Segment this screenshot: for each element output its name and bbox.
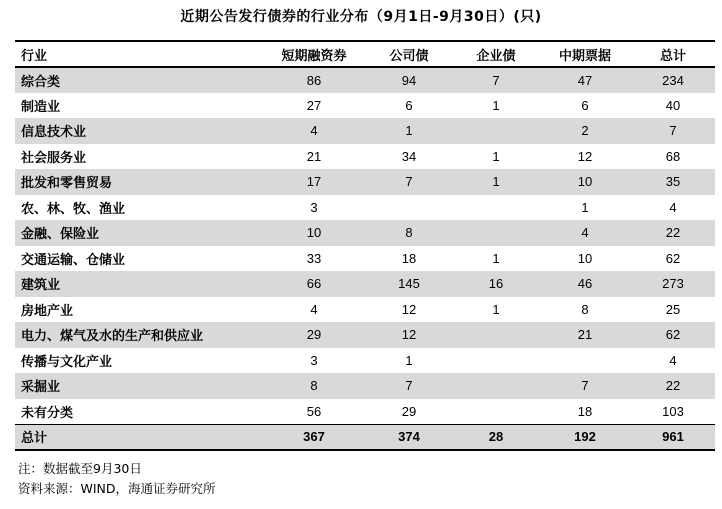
total-cell-industry: 总计: [15, 424, 263, 450]
cell-short-term-financing: 3: [310, 352, 318, 368]
table-row: [15, 67, 715, 93]
cell-medium-term-note: [539, 348, 631, 374]
cell-medium-term-note: 46: [539, 271, 631, 297]
table-body: [15, 67, 715, 450]
cell-enterprise-bond: 7: [453, 67, 539, 93]
cell-enterprise-bond: [453, 399, 539, 425]
cell-corporate-bond: 7: [365, 373, 453, 399]
cell-short-term-financing: 10: [263, 220, 365, 246]
cell-short-term-financing: 4: [263, 118, 365, 144]
table-row: [15, 169, 715, 195]
notes: [18, 459, 216, 499]
table-row: [15, 93, 715, 119]
cell-industry: 农、林、牧、渔业: [21, 201, 126, 217]
cell-short-term-financing: 4: [310, 301, 318, 317]
cell-short-term-financing: 86: [263, 67, 365, 93]
cell-medium-term-note: 2: [539, 118, 631, 144]
cell-total: 234: [631, 67, 715, 93]
header-medium-term-note: 中期票据: [558, 48, 611, 64]
cell-enterprise-bond: 1: [453, 169, 539, 195]
cell-enterprise-bond: 16: [453, 271, 539, 297]
cell-medium-term-note: 4: [539, 220, 631, 246]
cell-industry: 综合类: [15, 67, 263, 93]
cell-short-term-financing: 3: [310, 199, 318, 215]
cell-enterprise-bond: [453, 220, 539, 246]
cell-industry: 采掘业: [15, 373, 263, 399]
cell-medium-term-note: 47: [539, 67, 631, 93]
cell-corporate-bond: 1: [365, 118, 453, 144]
table-title: 近期公告发行债券的行业分布（9月1日-9月30日）(只): [180, 9, 542, 25]
cell-medium-term-note: 10: [539, 169, 631, 195]
cell-industry: 建筑业: [15, 271, 263, 297]
total-row: [15, 424, 715, 450]
cell-short-term-financing: 17: [263, 169, 365, 195]
cell-total: 22: [631, 373, 715, 399]
cell-medium-term-note: 6: [581, 97, 589, 113]
cell-industry: 房地产业: [21, 303, 74, 319]
cell-corporate-bond: [365, 195, 453, 221]
cell-short-term-financing: 33: [306, 250, 322, 266]
table-row: [15, 144, 715, 170]
cell-enterprise-bond: [453, 348, 539, 374]
cell-corporate-bond: 18: [401, 250, 417, 266]
cell-corporate-bond: 8: [365, 220, 453, 246]
table-row: [15, 220, 715, 246]
total-cell-total: 961: [631, 424, 715, 450]
table-row: [15, 373, 715, 399]
cell-corporate-bond: 145: [365, 271, 453, 297]
bond-industry-table: [15, 40, 715, 451]
table-header: [15, 41, 715, 67]
cell-total: 4: [669, 352, 677, 368]
cell-total: 62: [631, 322, 715, 348]
cell-corporate-bond: 1: [405, 352, 413, 368]
table-row: [15, 271, 715, 297]
cell-corporate-bond: 7: [365, 169, 453, 195]
cell-industry: 未有分类: [21, 405, 74, 421]
table-row: [15, 399, 715, 425]
cell-industry: 制造业: [21, 99, 61, 115]
cell-enterprise-bond: [453, 322, 539, 348]
cell-medium-term-note: 7: [539, 373, 631, 399]
cell-short-term-financing: 29: [263, 322, 365, 348]
cell-short-term-financing: 56: [306, 403, 322, 419]
cell-enterprise-bond: 1: [492, 97, 500, 113]
cell-enterprise-bond: [453, 373, 539, 399]
cell-short-term-financing: 21: [306, 148, 322, 164]
cell-corporate-bond: 34: [401, 148, 417, 164]
cell-industry: 批发和零售贸易: [15, 169, 263, 195]
cell-medium-term-note: 18: [577, 403, 593, 419]
cell-corporate-bond: 29: [401, 403, 417, 419]
header-industry: 行业: [21, 48, 48, 64]
cell-medium-term-note: 10: [577, 250, 593, 266]
header-corporate-bond: 公司债: [389, 48, 429, 64]
cell-industry: 金融、保险业: [15, 220, 263, 246]
source-note: 资料来源：WIND，海通证券研究所: [18, 481, 216, 496]
cell-medium-term-note: 8: [581, 301, 589, 317]
header-row: [15, 41, 715, 67]
table-row: [15, 195, 715, 221]
data-note: 注：数据截至9月30日: [18, 461, 142, 476]
table-row: [15, 297, 715, 323]
cell-total: 68: [665, 148, 681, 164]
total-cell-short-term-financing: 367: [263, 424, 365, 450]
header-total: 总计: [659, 48, 686, 64]
cell-total: 103: [662, 403, 684, 419]
cell-short-term-financing: 8: [263, 373, 365, 399]
cell-industry: 电力、煤气及水的生产和供应业: [15, 322, 263, 348]
cell-corporate-bond: 12: [365, 322, 453, 348]
cell-total: 273: [631, 271, 715, 297]
cell-industry: 社会服务业: [21, 150, 87, 166]
cell-enterprise-bond: [453, 118, 539, 144]
cell-total: 62: [665, 250, 681, 266]
cell-total: 40: [665, 97, 681, 113]
table-row: [15, 246, 715, 272]
cell-short-term-financing: 27: [306, 97, 322, 113]
table-row: [15, 118, 715, 144]
table-row: [15, 322, 715, 348]
cell-industry: 传播与文化产业: [21, 354, 113, 370]
cell-total: 25: [665, 301, 681, 317]
cell-enterprise-bond: [453, 195, 539, 221]
table-row: [15, 348, 715, 374]
cell-enterprise-bond: 1: [492, 250, 500, 266]
cell-corporate-bond: 94: [365, 67, 453, 93]
cell-short-term-financing: 66: [263, 271, 365, 297]
cell-enterprise-bond: 1: [492, 148, 500, 164]
cell-corporate-bond: 6: [405, 97, 413, 113]
cell-medium-term-note: 21: [539, 322, 631, 348]
cell-total: 7: [631, 118, 715, 144]
cell-medium-term-note: 12: [577, 148, 593, 164]
total-cell-corporate-bond: 374: [365, 424, 453, 450]
cell-total: 4: [669, 199, 677, 215]
cell-enterprise-bond: 1: [492, 301, 500, 317]
total-cell-enterprise-bond: 28: [453, 424, 539, 450]
cell-industry: 交通运输、仓储业: [21, 252, 126, 268]
cell-total: 22: [631, 220, 715, 246]
total-cell-medium-term-note: 192: [539, 424, 631, 450]
header-enterprise-bond: 企业债: [476, 48, 516, 64]
cell-medium-term-note: 1: [581, 199, 589, 215]
cell-total: 35: [631, 169, 715, 195]
cell-corporate-bond: 12: [401, 301, 417, 317]
header-short-term-financing: 短期融资券: [281, 48, 347, 64]
cell-industry: 信息技术业: [15, 118, 263, 144]
